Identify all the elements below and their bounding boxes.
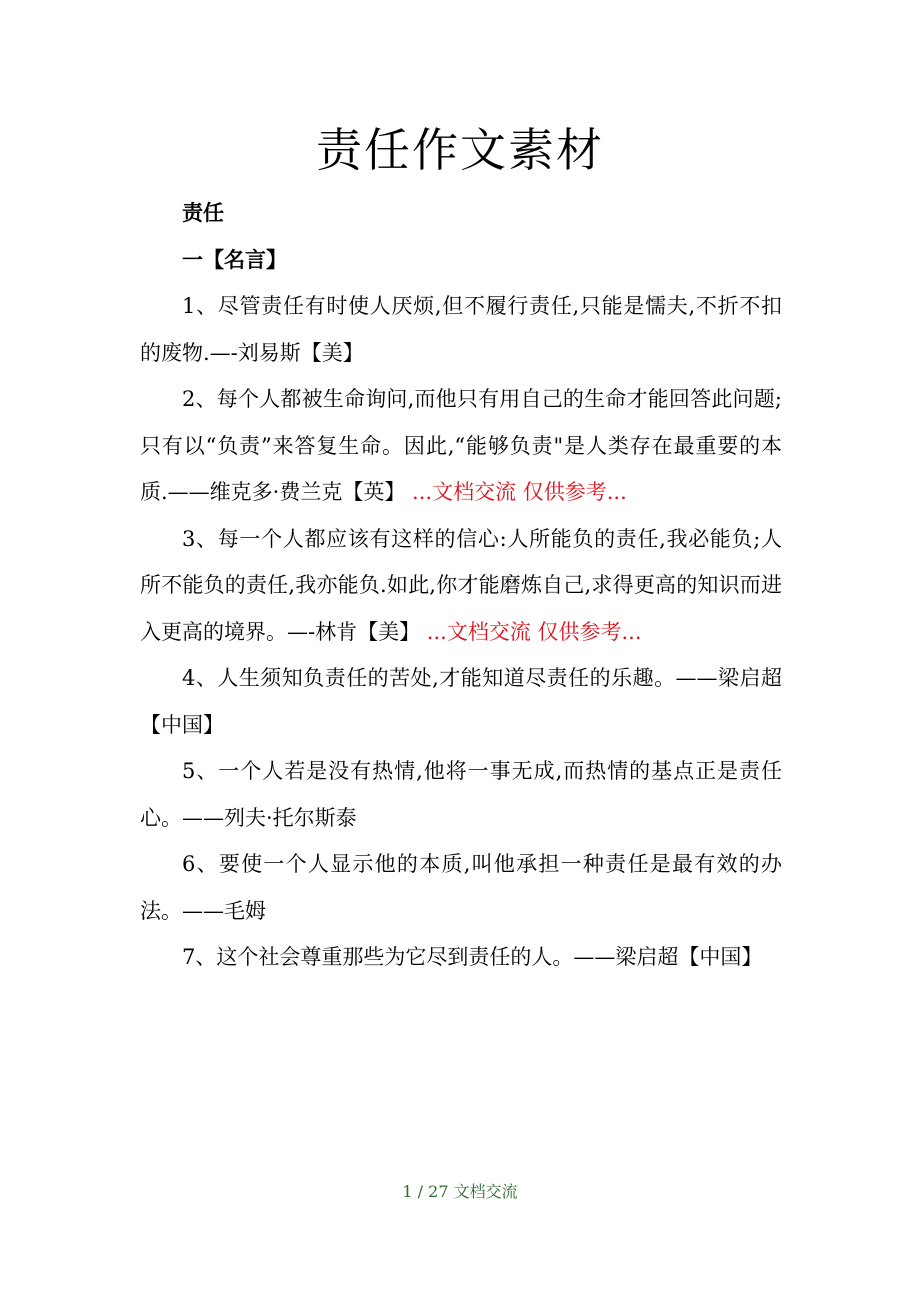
quote-text: 1、尽管责任有时使人厌烦,但不履行责任,只能是懦夫,不折不扣的废物.—-刘易斯【美】: [140, 294, 782, 365]
quote-paragraph-4: [140, 655, 782, 748]
document-title: 责任作文素材: [316, 123, 604, 177]
share-note: ...文档交流 仅供参考...: [412, 480, 627, 504]
document-body: [140, 190, 782, 981]
quote-paragraph-2: [140, 376, 782, 516]
quote-text: 6、要使一个人显示他的本质,叫他承担一种责任是最有效的办法。——毛姆: [140, 852, 782, 923]
share-note: ...文档交流 仅供参考...: [426, 619, 642, 644]
quote-text: 3、每一个人都应该有这样的信心:人所能负的责任,我必能负;人所不能负的责任,我亦能负.如此,你才能磨炼自己,求得更高的知识而进入更高的境界。—-林肯【美】: [140, 526, 782, 644]
subsection-heading: 一【名言】: [182, 246, 287, 272]
quote-paragraph-5: [140, 748, 782, 841]
quote-text: 4、人生须知负责任的苦处,才能知道尽责任的乐趣。——梁启超【中国】: [140, 666, 782, 737]
quote-paragraph-6: [140, 841, 782, 934]
quote-text: 7、这个社会尊重那些为它尽到责任的人。——梁启超【中国】: [182, 945, 763, 969]
page-footer: 1 / 27 文档交流: [402, 1182, 518, 1201]
quote-text: 5、一个人若是没有热情,他将一事无成,而热情的基点正是责任心。——列夫·托尔斯泰: [140, 759, 782, 830]
quote-paragraph-7: [140, 934, 782, 981]
quote-paragraph-1: [140, 283, 782, 376]
quote-paragraph-3: [140, 516, 782, 656]
quote-text: 2、每个人都被生命询问,而他只有用自己的生命才能回答此问题;只有以“负责”来答复生命。因此,“能够负责"是人类存在最重要的本质.——维克多·费兰克【英】: [140, 387, 782, 504]
section-heading: 责任: [182, 200, 224, 225]
